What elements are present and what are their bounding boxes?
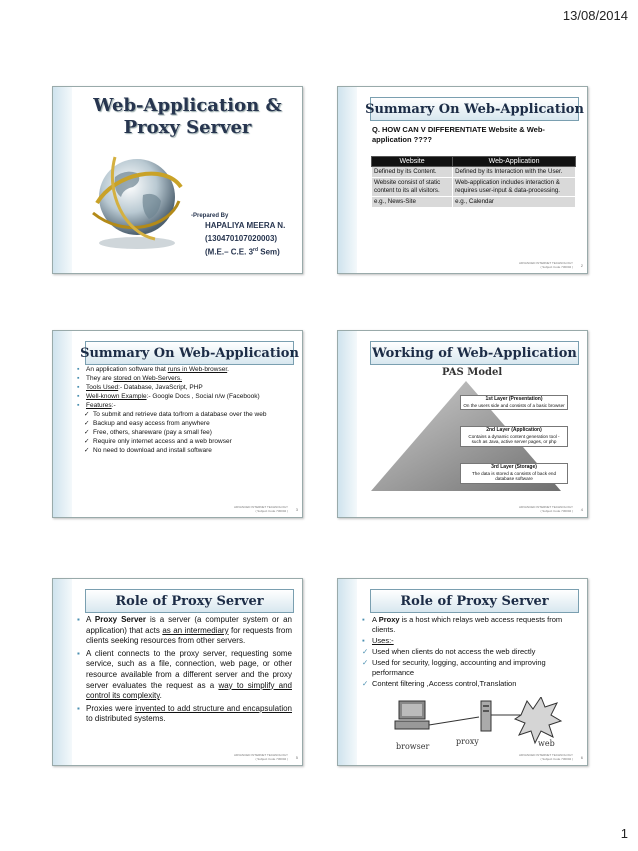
- table-cell: e.g., News-Site: [372, 197, 453, 208]
- table-cell: Web-application includes interaction & requires user-input & data-processing.: [453, 178, 576, 197]
- page-number: 1: [620, 826, 628, 841]
- layer-presentation: 1st Layer (Presentation) On the users side and consists of a basic browser: [460, 395, 568, 410]
- proxy-list: [77, 615, 292, 727]
- slide-left-bar: [53, 579, 72, 765]
- use-item: ✓ Used for security, logging, accounting and improving performance: [362, 658, 579, 678]
- slide-footer: ADVANCED INTERNET TECHNOLOGY ( Subject Code 730002 ): [518, 505, 573, 513]
- list-item: ▪ A Proxy is a host which relays web access requests from clients.: [362, 615, 579, 635]
- slide-left-bar: [53, 87, 72, 273]
- slide-footer: ADVANCED INTERNET TECHNOLOGY ( Subject Code 730002 ): [233, 505, 288, 513]
- page-date: 13/08/2014: [562, 8, 628, 23]
- web-cloud-icon: [515, 697, 561, 743]
- slide-4-working: [337, 330, 588, 518]
- globe-icon: [85, 143, 185, 253]
- feature-item: ✓ To submit and retrieve data to/from a database over the web: [77, 410, 296, 419]
- table-cell: Defined by its Content.: [372, 167, 453, 178]
- slide-3-summary: [52, 330, 303, 518]
- table-row: [372, 197, 576, 208]
- slide-title: Role of Proxy Server: [370, 589, 579, 613]
- question-text: Q. HOW CAN V DIFFERENTIATE Website & Web-application ????: [372, 125, 545, 144]
- slide-number: 4: [580, 507, 583, 512]
- table-cell: Defined by its Interaction with the User.: [453, 167, 576, 178]
- slide-1-heading: Web-Application & Proxy Server: [93, 95, 282, 138]
- slide-left-bar: [338, 579, 357, 765]
- slide-number: 2: [580, 263, 583, 268]
- web-label: web: [538, 739, 555, 748]
- slide-title: Role of Proxy Server: [85, 589, 294, 613]
- layer-application: 2nd Layer (Application) Contains a dynamic content generation tool - such as Java, active server pages, or php: [460, 426, 568, 447]
- slide-title: Working of Web-Application: [370, 341, 579, 365]
- table-row: [372, 167, 576, 178]
- slide-left-bar: [338, 87, 357, 273]
- list-item: ▪ Well-known Example:- Google Docs , Social n/w (Facebook): [77, 392, 296, 401]
- slide-6-proxy: [337, 578, 588, 766]
- slide-2-summary: [337, 86, 588, 274]
- feature-item: ✓ Backup and easy access from anywhere: [77, 419, 296, 428]
- prepared-by: -Prepared By: [191, 213, 229, 219]
- slide-title: Summary On Web-Application: [370, 97, 579, 121]
- feature-item: ✓ Require only internet access and a web browser: [77, 437, 296, 446]
- list-item: ▪ Features:-: [77, 401, 296, 410]
- slide-number: 5: [295, 755, 298, 760]
- slide-title: Summary On Web-Application: [85, 341, 294, 365]
- feature-item: ✓ Free, others, shareware (pay a small fee): [77, 428, 296, 437]
- slide-1-title: [52, 86, 303, 274]
- slide-footer: ADVANCED INTERNET TECHNOLOGY ( Subject Code 730002 ): [518, 261, 573, 269]
- list-item: ▪ Tools Used:- Database, JavaScript, PHP: [77, 383, 296, 392]
- list-item: ▪ A client connects to the proxy server, requesting some service, such as a file, connection, web page, or other resource available from a different server and the proxy server evaluates the request as a way to simplify and control its complexity.: [77, 649, 292, 702]
- list-item: ▪ A Proxy Server is a server (a computer system or an application) that acts as an intermediary for requests from clients seeking resources from other servers.: [77, 615, 292, 647]
- slide-footer: ADVANCED INTERNET TECHNOLOGY ( Subject Code 730002 ): [518, 753, 573, 761]
- table-header-row: [372, 157, 576, 167]
- table-row: [372, 178, 576, 197]
- table-header: Web-Application: [453, 157, 576, 167]
- uses-label: ▪ Uses:-: [362, 636, 579, 646]
- list-item: ▪ They are stored on Web-Servers.: [77, 374, 296, 383]
- slide-5-proxy: [52, 578, 303, 766]
- proxy-label: proxy: [456, 737, 479, 746]
- slide-footer: ADVANCED INTERNET TECHNOLOGY ( Subject Code 730002 ): [233, 753, 288, 761]
- pas-model-title: PAS Model: [442, 367, 503, 378]
- list-item: ▪ Proxies were invented to add structure and encapsulation to distributed systems.: [77, 704, 292, 725]
- slide-left-bar: [53, 331, 72, 517]
- table-header: Website: [372, 157, 453, 167]
- slide-left-bar: [338, 331, 357, 517]
- author-name: HAPALIYA MEERA N.: [205, 221, 286, 230]
- comparison-table: [371, 156, 576, 208]
- table-cell: Website consist of static content to its all visitors.: [372, 178, 453, 197]
- server-icon: [481, 701, 491, 731]
- use-item: ✓ Content filtering ,Access control,Translation: [362, 679, 579, 689]
- list-item: ▪ An application software that runs in Web-browser.: [77, 365, 296, 374]
- summary-list: [77, 365, 296, 455]
- browser-label: browser: [396, 742, 430, 751]
- computer-icon: [395, 701, 429, 729]
- feature-item: ✓ No need to download and install software: [77, 446, 296, 455]
- proxy-uses-list: [362, 615, 579, 690]
- enrollment-number: (130470107020003): [205, 234, 278, 243]
- layer-storage: 3rd Layer (Storage) The data is stored & consists of back end database software: [460, 463, 568, 484]
- slide-number: 6: [580, 755, 583, 760]
- slide-number: 3: [295, 507, 298, 512]
- use-item: ✓ Used when clients do not access the web directly: [362, 647, 579, 657]
- course-info: (M.E.– C.E. 3rd Sem): [205, 247, 280, 257]
- table-cell: e.g., Calendar: [453, 197, 576, 208]
